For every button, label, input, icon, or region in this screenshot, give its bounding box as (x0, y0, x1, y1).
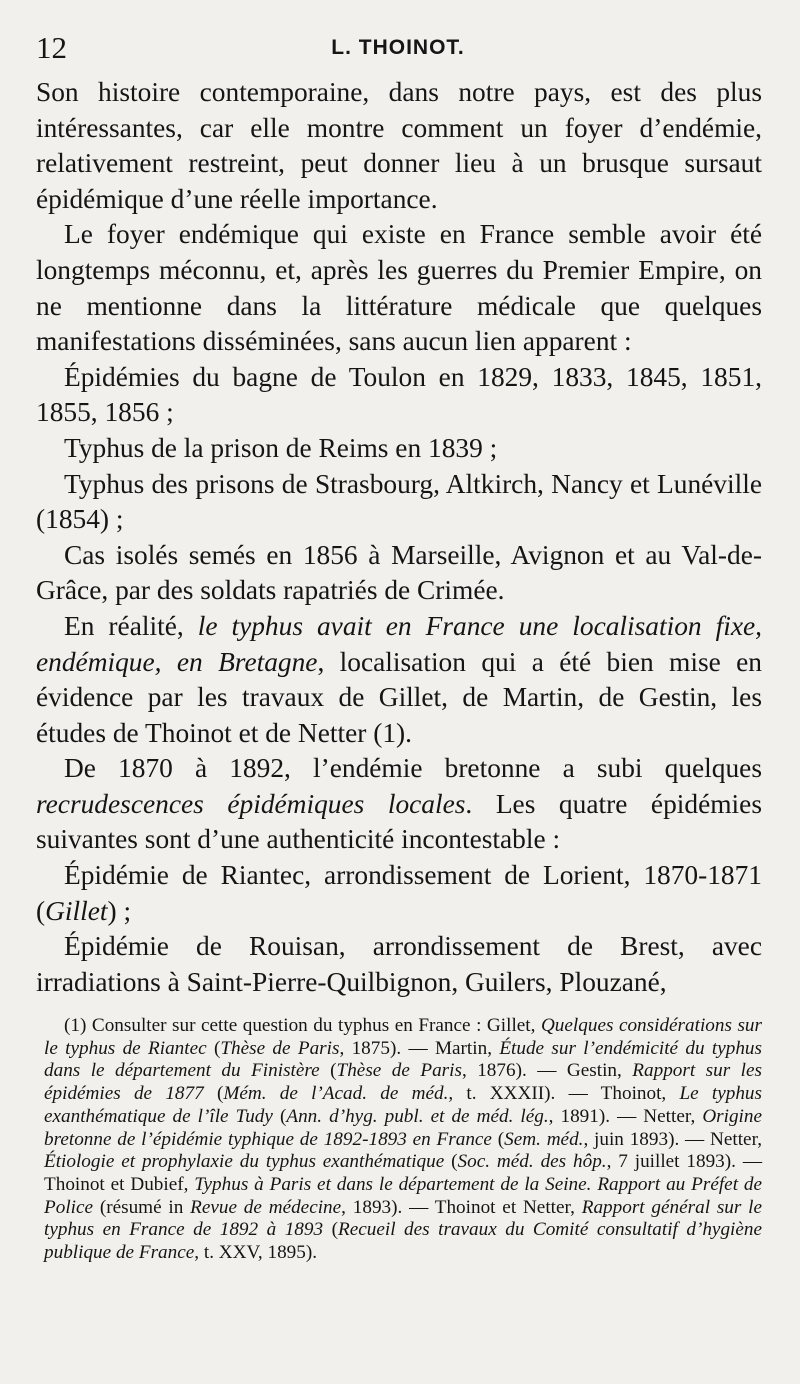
paragraph (36, 431, 762, 467)
text-run: ( (319, 1060, 337, 1082)
paragraph (36, 75, 762, 217)
body-text (36, 75, 762, 1000)
text-run: , 1876). — Gestin, (461, 1060, 633, 1082)
paragraph (36, 538, 762, 609)
italic-text: Mém. de l’Acad. de méd. (223, 1083, 449, 1105)
italic-text: Étiologie et prophylaxie du typhus exanthématique (44, 1151, 445, 1173)
text-run: Épidémie de Riantec, arrondissement de Lorient, 1870-1871 ( (36, 860, 762, 926)
text-run: Son histoire contemporaine, dans notre pays, est des plus intéressantes, car elle montre comment un foyer d’endémie, relativement restreint, peut donner lieu à un brusque sursaut épidémique d’une réelle importance. (36, 77, 762, 214)
text-run: ( (203, 1083, 224, 1105)
paragraph (36, 751, 762, 858)
running-head (36, 30, 760, 70)
text-run: , 1893). — Thoinot et Netter, (341, 1196, 582, 1218)
text-run: ( (491, 1128, 505, 1150)
italic-text: Thèse de Paris (220, 1037, 340, 1059)
italic-text: recrudescences épidémiques locales (36, 788, 466, 819)
italic-text: Le typhus exanthématique de l’île Tudy (44, 1083, 762, 1127)
text-run: , t. XXXII). — Thoinot, (448, 1083, 680, 1105)
text-run: ( (323, 1219, 338, 1241)
text-run: Épidémies du bagne de Toulon en 1829, 1833, 1845, 1851, 1855, 1856 ; (36, 361, 762, 428)
italic-text: Thèse de Paris (336, 1060, 462, 1082)
text-run: (1) Consulter sur cette question du typhus en France : Gillet, (64, 1015, 541, 1036)
footnote (44, 1015, 762, 1265)
text-run: En réalité, (64, 610, 198, 641)
italic-text: Recueil des travaux du Comité consultatif d’hygiène publique de France (44, 1219, 762, 1264)
italic-text: Typhus à Paris et dans le département de la Seine. Rapport au Préfet de Police (44, 1173, 762, 1218)
running-title: L. THOINOT. (331, 36, 465, 59)
paragraph (36, 858, 762, 929)
paragraph (36, 467, 762, 538)
text-run: Typhus de la prison de Reims en 1839 ; (64, 432, 498, 463)
text-run: . Les quatre épidémies suivantes sont d’une authenticité incontestable : (36, 788, 762, 855)
paragraph (36, 217, 762, 359)
text-run: Typhus des prisons de Strasbourg, Altkirch, Nancy et Lunéville (1854) ; (36, 468, 762, 535)
paragraph (36, 360, 762, 431)
text-run: , localisation qui a été bien mise en évidence par les travaux de Gillet, de Martin, de Gestin, les études de Thoinot et de Netter (1). (36, 646, 762, 748)
italic-text: Gillet (45, 895, 108, 926)
text-run: Épidémie de Rouisan, arrondissement de Brest, avec irradiations à Saint-Pierre-Quilbignon, Guilers, Plouzané, (36, 931, 762, 997)
italic-text: Rapport général sur le typhus en France de 1892 à 1893 (44, 1196, 762, 1241)
text-run: (résumé in (93, 1196, 191, 1218)
paragraph (36, 929, 762, 1000)
italic-text: Quelques considérations sur le typhus de Riantec (44, 1015, 762, 1059)
text-run: , juin 1893). — Netter, (583, 1128, 762, 1150)
text-run: , t. XXV, 1895). (194, 1242, 318, 1264)
italic-text: Sem. méd. (504, 1128, 584, 1150)
text-run: ) ; (107, 895, 132, 926)
text-run: , 1875). — Martin, (339, 1037, 500, 1059)
paragraph (36, 609, 762, 751)
text-run: , 7 juillet 1893). — Thoinot et Dubief, (44, 1151, 763, 1195)
italic-text: Soc. méd. des hôp. (457, 1151, 607, 1173)
text-run: De 1870 à 1892, l’endémie bretonne a subi quelques (64, 753, 762, 784)
footnotes (44, 1015, 762, 1265)
italic-text: le typhus avait en France une localisation fixe, endémique, en Bretagne (36, 610, 762, 677)
text-run: ( (206, 1037, 221, 1059)
text-run: ( (444, 1151, 458, 1173)
italic-text: Étude sur l’endémicité du typhus dans le département du Finistère (44, 1037, 762, 1082)
page-number: 12 (36, 30, 67, 65)
italic-text: Rapport sur les épidémies de 1877 (44, 1060, 762, 1105)
italic-text: Ann. d’hyg. publ. et de méd. lég. (286, 1105, 549, 1127)
text-run: ( (272, 1105, 287, 1127)
text-run: Cas isolés semés en 1856 à Marseille, Avignon et au Val-de-Grâce, par des soldats rapatriés de Crimée. (36, 539, 762, 606)
italic-text: Origine bretonne de l’épidémie typhique de 1892-1893 en France (44, 1105, 763, 1150)
italic-text: Revue de médecine (190, 1196, 342, 1218)
text-run: Le foyer endémique qui existe en France semble avoir été longtemps méconnu, et, après les guerres du Premier Empire, on ne mentionne dans la littérature médicale que quelques manifestations disséminées, sans aucun lien apparent : (36, 219, 762, 357)
text-run: , 1891). — Netter, (548, 1105, 703, 1127)
